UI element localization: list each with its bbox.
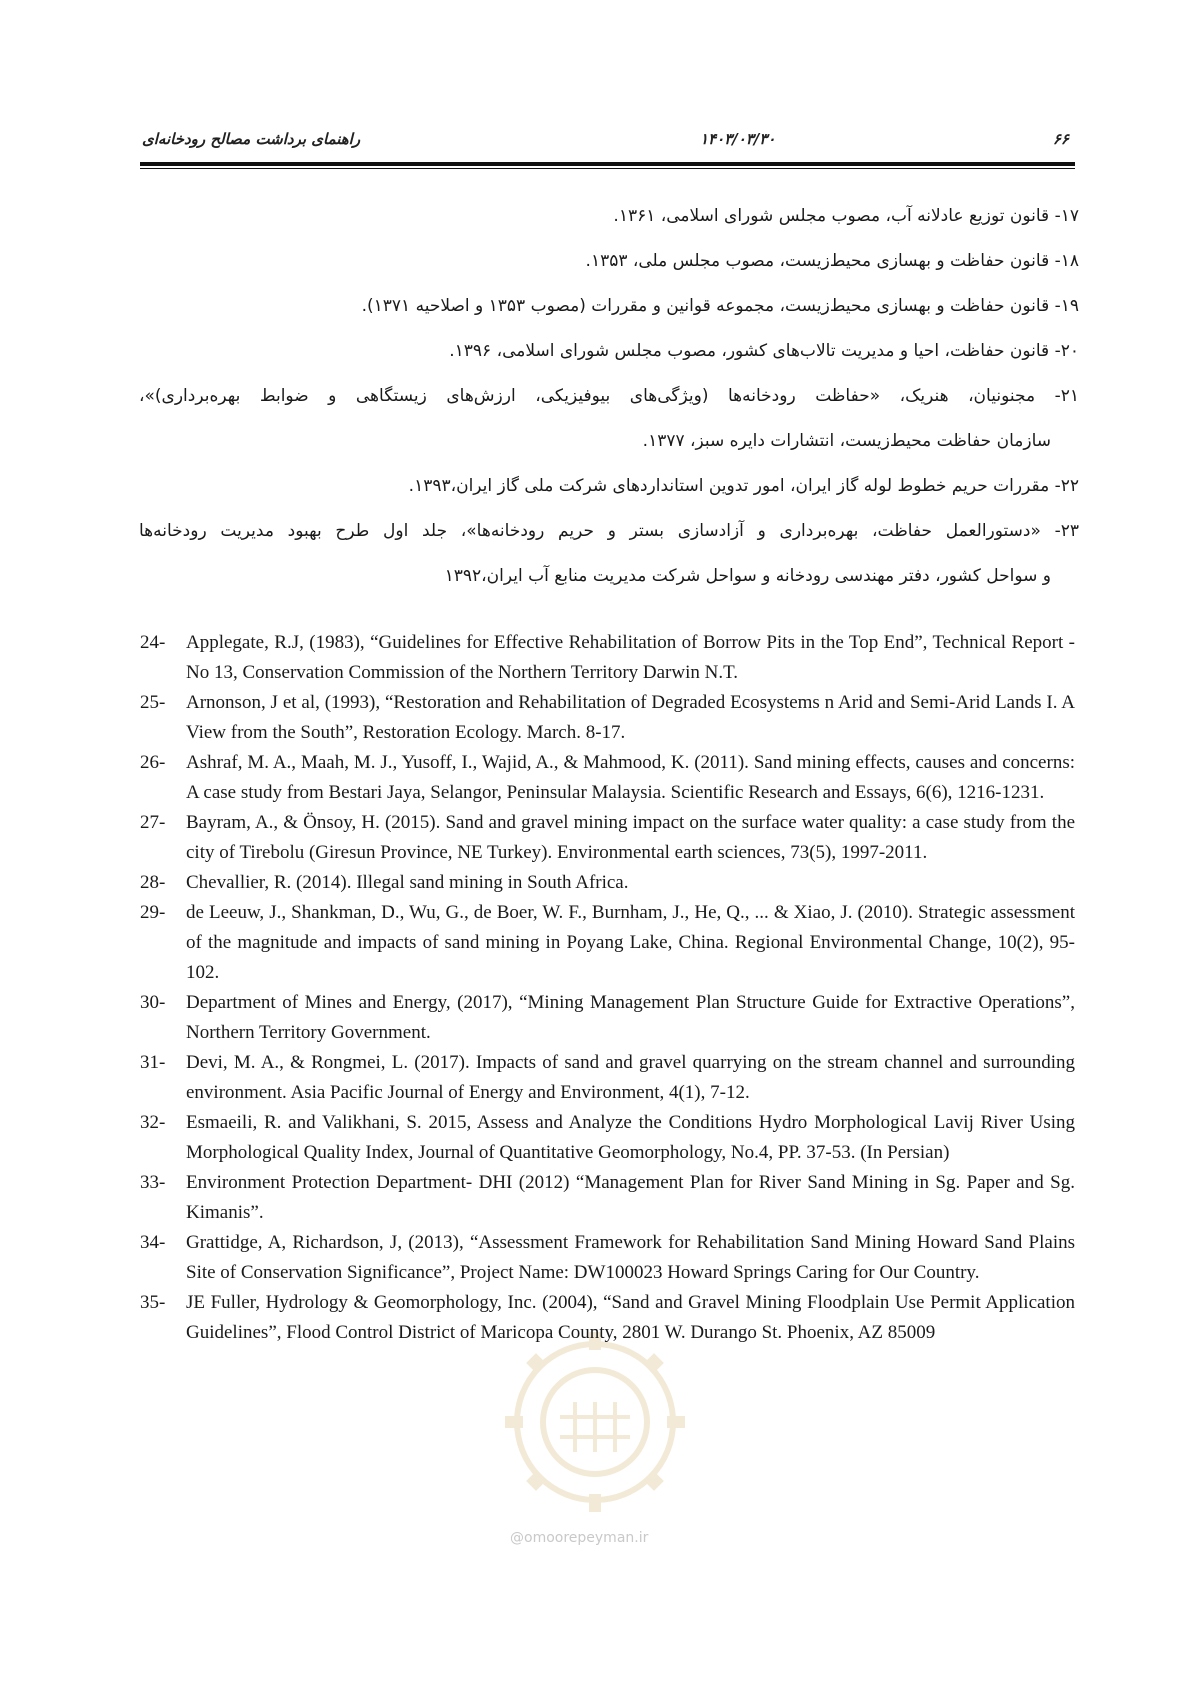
watermark-text: @omoorepeyman.ir (510, 1530, 649, 1546)
reference-text: JE Fuller, Hydrology & Geomorphology, Inc. (2004), “Sand and Gravel Mining Floodplain Use Permit Application Guidelines”, Flood Control District of Maricopa County, 2801 W. Durango St. Phoenix, AZ 85009 (186, 1292, 1075, 1343)
reference-text: Devi, M. A., & Rongmei, L. (2017). Impacts of sand and gravel quarrying on the stream channel and surrounding environment. Asia Pacific Journal of Energy and Environment, 4(1), 7-12. (186, 1052, 1075, 1103)
reference-number: 26- (140, 752, 166, 773)
reference-17: ۱۷- قانون توزیع عادلانه آب، مصوب مجلس شورای اسلامی، ۱۳۶۱. (613, 206, 1079, 226)
reference-23-continued: و سواحل کشور، دفتر مهندسی رودخانه و سواحل شرکت مدیریت منابع آب ایران،۱۳۹۲ (444, 566, 1051, 586)
header-date: ۱۴۰۳/۰۳/۳۰ (700, 130, 776, 148)
reference-30 (140, 988, 1075, 1048)
reference-text: Bayram, A., & Önsoy, H. (2015). Sand and gravel mining impact on the surface water quality: a case study from the city of Tirebolu (Giresun Province, NE Turkey). Environmental earth sciences, 73(5), 1997-2011. (186, 812, 1075, 863)
header-title: راهنمای برداشت مصالح رودخانه‌ای (142, 130, 361, 148)
reference-text: Department of Mines and Energy, (2017), “Mining Management Plan Structure Guide for Extractive Operations”, Northern Territory Government. (186, 992, 1075, 1043)
reference-31 (140, 1048, 1075, 1108)
reference-number: 24- (140, 632, 166, 653)
reference-number: 33- (140, 1172, 166, 1193)
reference-18: ۱۸- قانون حفاظت و بهسازی محیط‌زیست، مصوب مجلس ملی، ۱۳۵۳. (585, 251, 1079, 271)
reference-number: 27- (140, 812, 166, 833)
reference-text: Chevallier, R. (2014). Illegal sand mining in South Africa. (186, 872, 629, 893)
reference-text: Applegate, R.J, (1983), “Guidelines for Effective Rehabilitation of Borrow Pits in the Top End”, Technical Report - No 13, Conservation Commission of the Northern Territory Darwin N.T. (186, 632, 1075, 683)
reference-number: 29- (140, 902, 166, 923)
reference-20: ۲۰- قانون حفاظت، احیا و مدیریت تالاب‌های کشور، مصوب مجلس شورای اسلامی، ۱۳۹۶. (449, 341, 1079, 361)
reference-text: Arnonson, J et al, (1993), “Restoration and Rehabilitation of Degraded Ecosystems n Arid and Semi-Arid Lands I. A View from the South”, Restoration Ecology. March. 8-17. (186, 692, 1075, 743)
reference-23: ۲۳- «دستورالعمل حفاظت، بهره‌برداری و آزادسازی بستر و حریم رودخانه‌ها»، جلد اول طرح بهبود مدیریت رودخانه‌ها (139, 521, 1079, 541)
reference-24 (140, 628, 1075, 688)
header-rule-thick (140, 162, 1075, 166)
reference-26 (140, 748, 1075, 808)
reference-text: Ashraf, M. A., Maah, M. J., Yusoff, I., Wajid, A., & Mahmood, K. (2011). Sand mining effects, causes and concerns: A case study from Bestari Jaya, Selangor, Peninsular Malaysia. Scientific Research and Essays, 6(6), 1216-1231. (186, 752, 1075, 803)
reference-number: 28- (140, 872, 166, 893)
english-reference-list (140, 628, 1075, 1348)
reference-number: 25- (140, 692, 166, 713)
reference-text: Environment Protection Department- DHI (2012) “Management Plan for River Sand Mining in Sg. Paper and Sg. Kimanis”. (186, 1172, 1075, 1223)
reference-34 (140, 1228, 1075, 1288)
reference-text: de Leeuw, J., Shankman, D., Wu, G., de Boer, W. F., Burnham, J., He, Q., ... & Xiao, J. (2010). Strategic assessment of the magnitude and impacts of sand mining in Poyang Lake, China. Regional Environmental Change, 10(2), 95-102. (186, 902, 1075, 983)
reference-33 (140, 1168, 1075, 1228)
reference-22: ۲۲- مقررات حریم خطوط لوله گاز ایران، امور تدوین استانداردهای شرکت ملی گاز ایران،۱۳۹۳. (408, 476, 1079, 496)
reference-number: 30- (140, 992, 166, 1013)
page-header (140, 130, 1075, 152)
reference-35 (140, 1288, 1075, 1348)
page-number: ۶۶ (1052, 130, 1069, 148)
reference-text: Esmaeili, R. and Valikhani, S. 2015, Assess and Analyze the Conditions Hydro Morphological Lavij River Using Morphological Quality Index, Journal of Quantitative Geomorphology, No.4, PP. 37-53. (In Persian) (186, 1112, 1075, 1163)
reference-25 (140, 688, 1075, 748)
reference-number: 34- (140, 1232, 166, 1253)
reference-29 (140, 898, 1075, 988)
reference-21: ۲۱- مجنونیان، هنریک، «حفاظت رودخانه‌ها (ویژگی‌های بیوفیزیکی، ارزش‌های زیستگاهی و ضوابط بهره‌برداری)»، (139, 386, 1079, 406)
reference-text: Grattidge, A, Richardson, J, (2013), “Assessment Framework for Rehabilitation Sand Mining Howard Sand Plains Site of Conservation Significance”, Project Name: DW100023 Howard Springs Caring for Our Country. (186, 1232, 1075, 1283)
gear-emblem-icon (495, 1322, 695, 1522)
reference-number: 31- (140, 1052, 166, 1073)
reference-32 (140, 1108, 1075, 1168)
reference-21-continued: سازمان حفاظت محیط‌زیست، انتشارات دایره سبز، ۱۳۷۷. (642, 431, 1051, 451)
reference-number: 32- (140, 1112, 166, 1133)
header-rule-thin (140, 168, 1075, 169)
reference-28 (140, 868, 1075, 898)
reference-number: 35- (140, 1292, 166, 1313)
reference-19: ۱۹- قانون حفاظت و بهسازی محیط‌زیست، مجموعه قوانین و مقررات (مصوب ۱۳۵۳ و اصلاحیه ۱۳۷۱). (361, 296, 1079, 316)
reference-27 (140, 808, 1075, 868)
